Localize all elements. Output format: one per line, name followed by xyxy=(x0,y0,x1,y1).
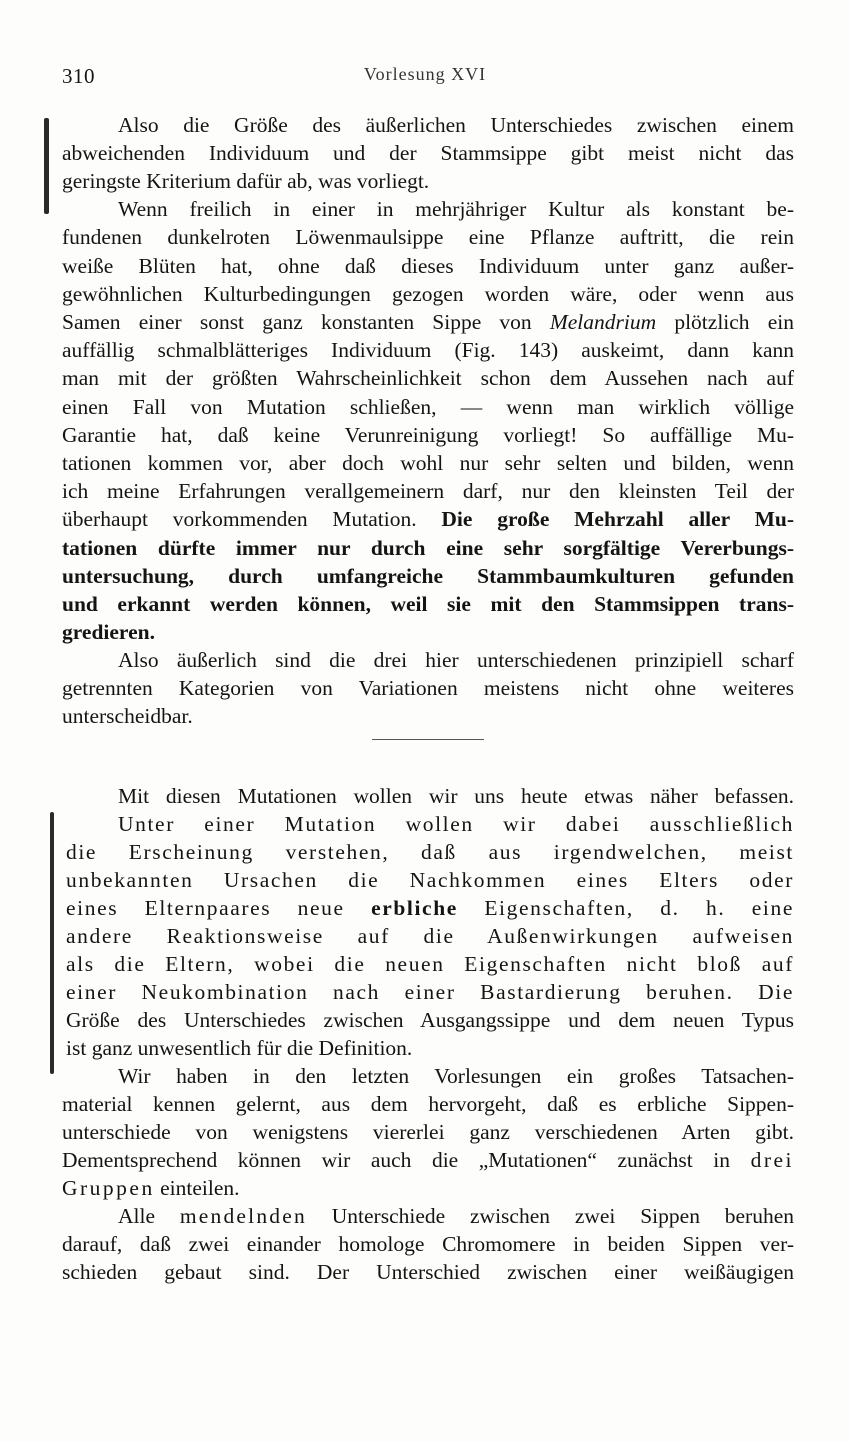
text-line: getrennten Kategorien von Variationen meistens nicht ohne weiteres xyxy=(62,676,794,700)
text-line xyxy=(62,590,794,618)
bold-text: untersuchung, durch umfangreiche Stammbaumkulturen gefunden xyxy=(62,564,794,588)
text-line: als die Eltern, wobei die neuen Eigenschaften nicht bloß auf xyxy=(66,952,794,976)
text-line: Wenn freilich in einer in mehrjähriger Kultur als konstant be- xyxy=(118,197,794,221)
bold-text: Die große Mehrzahl aller Mu- xyxy=(441,507,795,531)
text-line: weiße Blüten hat, ohne daß dieses Individuum unter ganz außer- xyxy=(62,254,794,278)
text-line: Also äußerlich sind die drei hier unterschiedenen prinzipiell scharf xyxy=(118,648,794,672)
text-line: Garantie hat, daß keine Verunreinigung vorliegt! So auffällige Mu- xyxy=(62,423,794,447)
text-line xyxy=(62,618,794,646)
text-line: material kennen gelernt, aus dem hervorgeht, daß es erbliche Sippen- xyxy=(62,1092,794,1116)
text-line xyxy=(62,505,794,533)
text-span: eines Elternpaares neue xyxy=(66,896,345,920)
running-head: Vorlesung XVI xyxy=(363,64,487,84)
text-line: unterschiede von wenigstens viererlei ganz verschiedenen Arten gibt. xyxy=(62,1120,794,1144)
spaced-text: mendelnden xyxy=(179,1204,307,1228)
text-span: überhaupt vorkommenden Mutation. xyxy=(62,507,417,531)
text-line: Größe des Unterschiedes zwischen Ausgangssippe und dem neuen Typus xyxy=(66,1008,794,1032)
text-span: Eigenschaften, d. h. eine xyxy=(484,896,794,920)
spaced-text: drei xyxy=(750,1148,795,1172)
text-span: Samen einer sonst ganz konstanten Sippe von xyxy=(62,310,532,334)
page-number: 310 xyxy=(62,64,95,88)
text-line: einen Fall von Mutation schließen, — wenn man wirklich völlige xyxy=(62,395,794,419)
text-line: auffällig schmalblätteriges Individuum (Fig. 143) auskeimt, dann kann xyxy=(62,338,794,362)
text-span: plötzlich ein xyxy=(674,310,794,334)
text-line: man mit der größten Wahrscheinlichkeit schon dem Aussehen nach auf xyxy=(62,366,794,390)
text-line: Unter einer Mutation wollen wir dabei ausschließlich xyxy=(118,812,794,836)
text-span: einteilen. xyxy=(160,1176,240,1200)
spaced-text: Gruppen xyxy=(62,1176,155,1200)
text-line: geringste Kriterium dafür ab, was vorliegt. xyxy=(62,169,430,193)
bold-text: tationen dürfte immer nur durch eine sehr sorgfältige Vererbungs- xyxy=(62,536,794,560)
text-line: ich meine Erfahrungen verallgemeinern darf, nur den kleinsten Teil der xyxy=(62,479,794,503)
margin-mark xyxy=(44,118,49,214)
text-line: die Erscheinung verstehen, daß aus irgendwelchen, meist xyxy=(66,840,794,864)
text-line: schieden gebaut sind. Der Unterschied zwischen einer weißäugigen xyxy=(62,1260,794,1284)
bold-text: erbliche xyxy=(371,896,458,920)
text-line: Wir haben in den letzten Vorlesungen ein großes Tatsachen- xyxy=(118,1064,794,1088)
text-line xyxy=(66,894,794,922)
text-line xyxy=(62,1174,794,1202)
text-line: einer Neukombination nach einer Bastardierung beruhen. Die xyxy=(66,980,794,1004)
text-line: Mit diesen Mutationen wollen wir uns heute etwas näher befassen. xyxy=(118,784,794,808)
text-span: Unterschiede zwischen zwei Sippen beruhen xyxy=(331,1204,795,1228)
text-line xyxy=(62,562,794,590)
genus-name: Melandrium xyxy=(549,310,657,334)
text-line: unbekannten Ursachen die Nachkommen eines Elters oder xyxy=(66,868,794,892)
text-line: abweichenden Individuum und der Stammsippe gibt meist nicht das xyxy=(62,141,794,165)
text-line: fundenen dunkelroten Löwenmaulsippe eine Pflanze auftritt, die rein xyxy=(62,225,794,249)
text-line: darauf, daß zwei einander homologe Chromomere in beiden Sippen ver- xyxy=(62,1232,794,1256)
text-span: Alle xyxy=(118,1204,156,1228)
text-line: Also die Größe des äußerlichen Unterschiedes zwischen einem xyxy=(118,113,794,137)
bold-text: und erkannt werden können, weil sie mit den Stammsippen trans- xyxy=(62,592,794,616)
bold-text: gredieren. xyxy=(62,620,155,644)
text-line: tationen kommen vor, aber doch wohl nur sehr selten und bilden, wenn xyxy=(62,451,794,475)
text-line: gewöhnlichen Kulturbedingungen gezogen worden wäre, oder wenn aus xyxy=(62,282,794,306)
section-divider xyxy=(372,739,484,740)
text-line: unterscheidbar. xyxy=(62,704,193,728)
text-line xyxy=(62,1146,794,1174)
text-line xyxy=(62,308,794,336)
text-line: ist ganz unwesentlich für die Definition. xyxy=(66,1036,413,1060)
margin-mark xyxy=(50,812,54,1074)
text-line: andere Reaktionsweise auf die Außenwirkungen aufweisen xyxy=(66,924,794,948)
text-span: Dementsprechend können wir auch die „Mutationen“ zunächst in xyxy=(62,1148,731,1172)
text-line xyxy=(118,1202,794,1230)
text-line xyxy=(62,534,794,562)
